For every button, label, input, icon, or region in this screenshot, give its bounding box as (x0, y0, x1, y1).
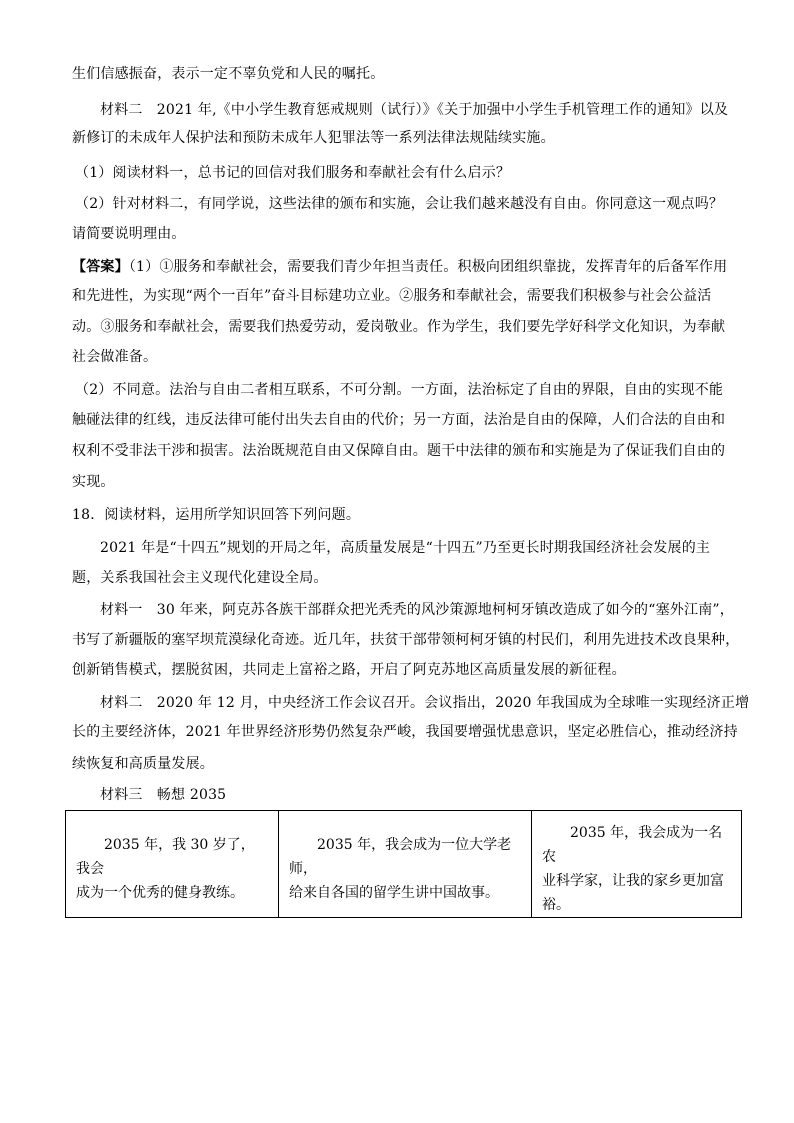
answer-part2-line-1: （2）不同意。法治与自由二者相互联系，不可分割。一方面，法治标定了自由的界限，自由的实现不能 (75, 382, 724, 398)
cell-line: 2035 年，我 30 岁了，我会 (76, 837, 255, 877)
answer-line-2: 和先进性，为实现“两个一百年”奋斗目标建功立业。②服务和奉献社会，需要我们积极参与社会公益活 (72, 288, 712, 304)
answer-line-1 (72, 257, 732, 277)
cell-line: 给来自各国的留学生讲中国故事。 (289, 885, 499, 901)
cell-line: 2035 年，我会成为一位大学老师， (289, 837, 512, 877)
text-line: 生们信感振奋，表示一定不辜负党和人民的嘱托。 (72, 66, 385, 82)
material-two-b-line-1: 材料二 2020 年 12 月，中央经济工作会议召开。会议指出，2020 年我国成为全球唯一实现经济正增 (100, 695, 750, 711)
table-cell (532, 811, 742, 918)
dream-2035-table (65, 810, 742, 918)
answer-text: （1）①服务和奉献社会，需要我们青少年担当责任。积极向团组织靠拢，发挥青年的后备军作用 (128, 259, 728, 275)
table-row (66, 811, 742, 918)
material-one-line-3: 创新销售模式，摆脱贫困，共同走上富裕之路，开启了阿克苏地区高质量发展的新征程。 (72, 662, 626, 678)
material-one-line-2: 书写了新疆版的塞罕坝荒漠绿化奇迹。近几年，扶贫干部带领柯柯牙镇的村民们，利用先进技术改良果种， (72, 632, 740, 648)
answer-line-3: 动。③服务和奉献社会，需要我们热爱劳动，爱岗敬业。作为学生，我们要先学好科学文化知识，为奉献 (72, 319, 726, 335)
cell-line: 裕。 (542, 897, 570, 913)
answer-part2-line-2: 触碰法律的红线，违反法律可能付出失去自由的代价；另一方面，法治是自由的保障，人们合法的自由和 (72, 412, 726, 428)
material-two-b-line-3: 续恢复和高质量发展。 (72, 756, 214, 772)
answer-label: 【答案】 (72, 259, 129, 275)
material-three-heading: 材料三 畅想 2035 (100, 787, 227, 803)
cell-text (532, 811, 741, 917)
material-two-b-line-2: 长的主要经济体，2021 年世界经济形势仍然复杂严峻，我国要增强忧患意识，坚定必胜信心，推动经济持 (72, 724, 738, 740)
answer-line-4: 社会做准备。 (72, 349, 158, 365)
cell-text (279, 811, 531, 905)
answer-part2-line-3: 权利不受非法干涉和损害。法治既规范自由又保障自由。题干中法律的颁布和实施是为了保证我们自由的 (72, 443, 726, 459)
question-2-line-2: 请简要说明理由。 (72, 226, 186, 242)
intro-line-2: 题，关系我国社会主义现代化建设全局。 (72, 570, 328, 586)
question-2-line-1: （2）针对材料二，有同学说，这些法律的颁布和实施，会让我们越来越没有自由。你同意这一观点吗？ (75, 196, 724, 212)
table-cell (66, 811, 279, 918)
intro-line-1: 2021 年是“十四五”规划的开局之年，高质量发展是“十四五”乃至更长时期我国经济社会发展的主 (100, 540, 711, 556)
material-two-line-1: 材料二 2021 年,《中小学生教育惩戒规则（试行）》《关于加强中小学生手机管理工作的通知》以及 (100, 102, 729, 118)
question-1: （1）阅读材料一，总书记的回信对我们服务和奉献社会有什么启示？ (75, 165, 511, 181)
cell-line: 2035 年，我会成为一名农 (542, 825, 723, 865)
cell-text (66, 811, 278, 905)
material-one-line-1: 材料一 30 年来，阿克苏各族干部群众把光秃秃的风沙策源地柯柯牙镇改造成了如今的“塞外江南”， (100, 602, 734, 618)
answer-part2-line-4: 实现。 (72, 474, 115, 490)
table-cell (279, 811, 532, 918)
material-two-line-2: 新修订的未成年人保护法和预防未成年人犯罪法等一系列法律法规陆续实施。 (72, 130, 555, 146)
cell-line: 业科学家，让我的家乡更加富 (542, 873, 724, 889)
cell-line: 成为一个优秀的健身教练。 (76, 885, 244, 901)
question-18-heading: 18．阅读材料，运用所学知识回答下列问题。 (72, 507, 361, 523)
